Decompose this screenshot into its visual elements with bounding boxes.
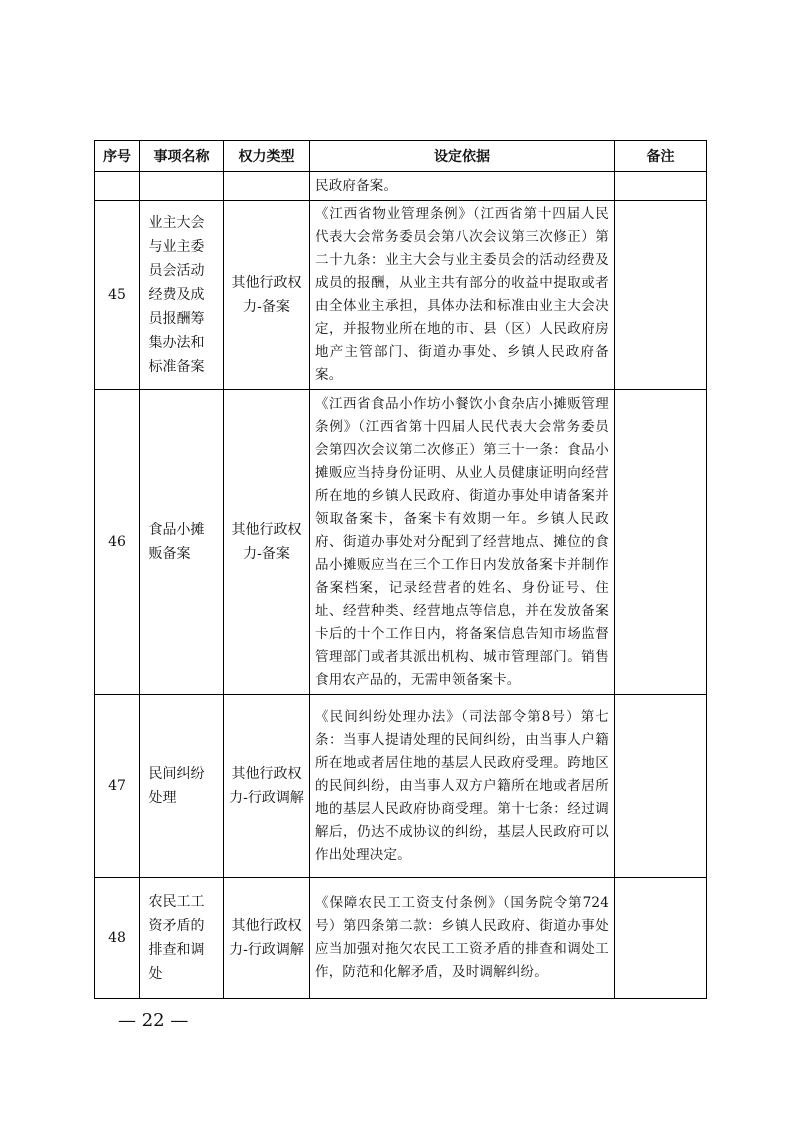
note-cell [615,878,707,999]
table-row [95,201,707,390]
basis-cell: 《江西省食品小作坊小餐饮小食杂店小摊贩管理条例》（江西省第十四届人民代表大会常务委员会第四次会议第二次修正）第三十一条：食品小摊贩应当持身份证明、从业人员健康证明向经营所在地的乡镇人民政府、街道办事处申请备案并领取备案卡，备案卡有效期一年。乡镇人民政府、街道办事处对分配到了经营地点、摊位的食品小摊贩应当在三个工作日内发放备案卡并制作备案档案，记录经营者的姓名、身份证号、住址、经营种类、经营地点等信息，并在发放备案卡后的十个工作日内，将备案信息告知市场监督管理部门或者其派出机构、城市管理部门。销售食用农产品的，无需申领备案卡。 [310,390,615,695]
type-cell: 其他行政权力-行政调解 [224,878,310,999]
type-cell: 其他行政权力-备案 [224,201,310,390]
name-cell: 业主大会与业主委员会活动经费及成员报酬筹集办法和标准备案 [148,215,205,375]
page-number: — 22 — [118,1010,189,1031]
table-header-row [95,141,707,172]
basis-cell: 《民间纠纷处理办法》（司法部令第8号）第七条：当事人提请处理的民间纠纷，由当事人户籍所在地或者居住地的基层人民政府受理。跨地区的民间纠纷，由当事人双方户籍所在地或者居所地的基层人民政府协商受理。第十七条：经过调解后，仍达不成协议的纠纷，基层人民政府可以作出处理决定。 [310,695,615,878]
note-cell [615,390,707,695]
header-name: 事项名称 [140,141,224,172]
header-type: 权力类型 [224,141,310,172]
table-row-continuation [95,172,707,201]
table-row [95,390,707,695]
header-note: 备注 [615,141,707,172]
seq-cell: 47 [95,695,140,878]
name-cell: 农民工工资矛盾的排查和调处 [148,894,205,982]
seq-cell: 48 [95,878,140,999]
type-cell: 其他行政权力-备案 [224,390,310,695]
authority-table [94,140,707,999]
note-cell [615,201,707,390]
type-cell: 其他行政权力-行政调解 [224,695,310,878]
seq-cell: 45 [95,201,140,390]
header-seq: 序号 [95,141,140,172]
table-row [95,878,707,999]
seq-cell: 46 [95,390,140,695]
basis-cell: 《江西省物业管理条例》（江西省第十四届人民代表大会常务委员会第八次会议第三次修正）第二十九条：业主大会与业主委员会的活动经费及成员的报酬，从业主共有部分的收益中提取或者由全体业主承担，具体办法和标准由业主大会决定，并报物业所在地的市、县（区）人民政府房地产主管部门、街道办事处、乡镇人民政府备案。 [310,201,615,390]
basis-cell: 《保障农民工工资支付条例》（国务院令第724号）第四条第二款：乡镇人民政府、街道办事处应当加强对拖欠农民工工资矛盾的排查和调处工作，防范和化解矛盾，及时调解纠纷。 [310,878,615,999]
name-cell: 食品小摊贩备案 [148,522,205,562]
header-basis: 设定依据 [310,141,615,172]
basis-cell: 民政府备案。 [310,172,615,201]
table-row [95,695,707,878]
name-cell: 民间纠纷处理 [148,766,205,806]
note-cell [615,695,707,878]
